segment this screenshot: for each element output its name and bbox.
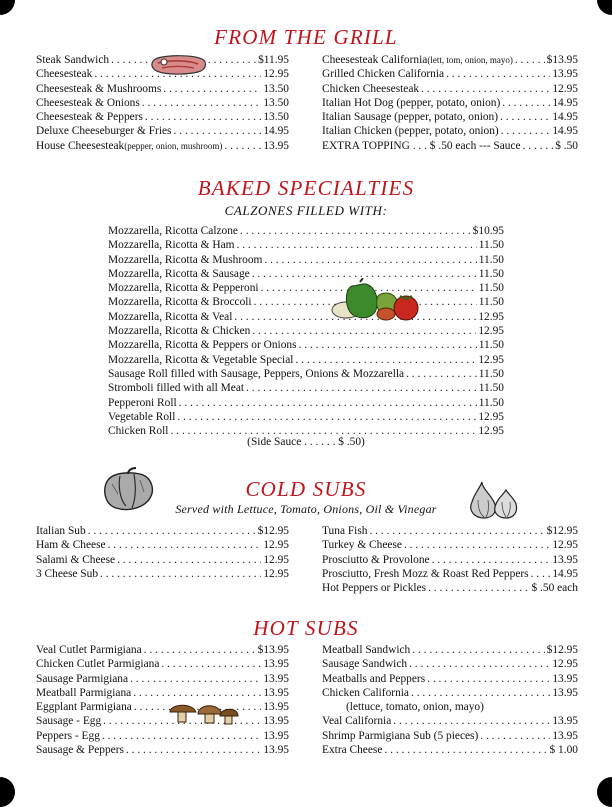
menu-item-name: Cheesesteak California <box>322 54 428 66</box>
menu-item-price: 14.95 <box>263 125 289 138</box>
menu-item <box>36 657 289 671</box>
leader-dots <box>264 253 476 267</box>
menu-item-price: 12.95 <box>263 553 289 566</box>
menu-item-name: Italian Hot Dog (pepper, potato, onion) <box>322 96 501 109</box>
menu-item <box>36 82 289 96</box>
menu-item-price: 12.95 <box>478 310 504 323</box>
menu-item <box>36 110 289 124</box>
menu-item-name: Mozzarella, Ricotta & Vegetable Special <box>108 353 294 366</box>
baked-title: BAKED SPECIALTIES <box>197 176 415 200</box>
menu-item-price: 11.50 <box>478 367 504 380</box>
leader-dots <box>411 686 550 700</box>
menu-item-price: 12.95 <box>263 68 289 81</box>
menu-item <box>36 538 289 552</box>
leader-dots <box>427 672 550 686</box>
menu-item-price: 13.95 <box>263 686 289 699</box>
hot-left-list <box>36 643 289 757</box>
corner-br <box>597 777 612 807</box>
menu-item-price: $10.95 <box>472 225 504 237</box>
menu-item-name: Peppers - Egg <box>36 729 100 742</box>
menu-item <box>36 743 289 757</box>
menu-item-name: EXTRA TOPPING . . . $ .50 each --- Sauce <box>322 139 521 152</box>
menu-item <box>322 110 578 124</box>
menu-item-price: 11.50 <box>478 396 504 409</box>
menu-item-name: Vegetable Roll <box>108 410 176 423</box>
menu-item <box>36 524 289 538</box>
menu-item-name: (lettuce, tomato, onion, mayo) <box>346 701 484 714</box>
leader-dots <box>240 224 471 238</box>
menu-item-price: 13.50 <box>263 82 289 95</box>
leader-dots <box>299 338 477 352</box>
menu-item <box>36 96 289 110</box>
menu-item-price: $12.95 <box>546 644 578 656</box>
mushrooms-icon <box>168 700 240 726</box>
menu-item-name: Chicken Roll <box>108 425 169 438</box>
menu-item-price: 13.95 <box>263 139 289 152</box>
leader-dots <box>102 729 261 743</box>
menu-item <box>322 567 578 581</box>
menu-item-name: Mozzarella, Ricotta & Mushroom <box>108 253 263 266</box>
leader-dots <box>384 743 547 757</box>
menu-item <box>36 672 289 686</box>
leader-dots <box>88 524 256 538</box>
menu-item-price: 13.95 <box>263 701 289 714</box>
hot-right-list <box>322 643 578 757</box>
menu-item <box>322 743 578 757</box>
menu-item-name: House Cheesesteak <box>36 139 125 152</box>
leader-dots <box>446 67 550 81</box>
leader-dots <box>515 53 545 67</box>
corner-tr <box>597 0 612 15</box>
corner-bl <box>0 777 15 807</box>
menu-item-name: Sausage & Peppers <box>36 744 124 757</box>
menu-item-name: 3 Cheese Sub <box>36 567 99 580</box>
menu-item-name: Meatball Parmigiana <box>36 686 132 699</box>
menu-item-name: Cheesesteak & Mushrooms <box>36 82 162 95</box>
menu-item-name: Sausage - Egg <box>36 715 102 728</box>
menu-item-name: Veal California <box>322 715 392 728</box>
leader-dots <box>133 686 261 700</box>
menu-item <box>36 139 289 153</box>
menu-item-price: 12.95 <box>552 658 578 671</box>
menu-item-price: 14.95 <box>552 125 578 138</box>
menu-item-name: Mozzarella, Ricotta & Chicken <box>108 325 251 338</box>
menu-item-name: Sausage Roll filled with Sausage, Peppers, Onions & Mozzarella <box>108 367 405 380</box>
leader-dots <box>421 82 550 96</box>
menu-item-name: Tuna Fish <box>322 525 368 537</box>
menu-item-name: Sausage Parmigiana <box>36 672 129 685</box>
leader-dots <box>404 538 550 552</box>
menu-item <box>108 238 504 252</box>
menu-item-name: Meatball Sandwich <box>322 644 411 656</box>
menu-item-price: $13.95 <box>546 54 578 66</box>
menu-item-name: Stromboli filled with all Meat <box>108 382 245 395</box>
menu-item-note: (lett, tom, onion, mayo) <box>427 55 513 65</box>
menu-item <box>108 324 504 338</box>
menu-item <box>108 367 504 381</box>
cold-subtitle: Served with Lettuce, Tomato, Onions, Oil & Vinegar <box>175 502 437 516</box>
menu-item-price: 13.95 <box>552 715 578 728</box>
menu-item-price: 13.95 <box>263 672 289 685</box>
menu-item-name: Cheesesteak & Peppers <box>36 111 143 124</box>
leader-dots <box>412 643 544 657</box>
menu-item <box>36 700 289 714</box>
menu-item-name: Cheesesteak <box>36 68 93 81</box>
menu-item-name: Mozzarella, Ricotta & Ham <box>108 239 235 252</box>
vegetables-icon <box>330 278 422 324</box>
menu-item-price: 13.50 <box>263 96 289 109</box>
menu-item <box>322 524 578 538</box>
leader-dots <box>246 381 477 395</box>
menu-item <box>108 381 504 395</box>
leader-dots <box>144 643 256 657</box>
menu-item-price: 11.50 <box>478 282 504 295</box>
menu-item-price: 12.95 <box>478 353 504 366</box>
onion-garlic-icon <box>462 480 520 520</box>
menu-item <box>322 700 578 714</box>
leader-dots <box>177 410 476 424</box>
menu-item <box>108 310 504 324</box>
leader-dots <box>501 124 551 138</box>
menu-item-price: 12.95 <box>552 539 578 552</box>
menu-item-price: 11.50 <box>478 382 504 395</box>
menu-item-price: $12.95 <box>257 525 289 537</box>
menu-item-price: 14.95 <box>552 567 578 580</box>
menu-item <box>36 714 289 728</box>
menu-item-name: Chicken Cheesesteak <box>322 82 420 95</box>
leader-dots <box>523 139 554 153</box>
menu-item <box>108 253 504 267</box>
grill-right-list <box>322 53 578 153</box>
steak-icon <box>150 54 208 76</box>
menu-item-name: Sausage Sandwich <box>322 658 408 671</box>
leader-dots <box>174 124 262 138</box>
leader-dots <box>409 657 550 671</box>
menu-item <box>36 729 289 743</box>
menu-item-name: Pepperoni Roll <box>108 396 177 409</box>
menu-item <box>36 686 289 700</box>
menu-item <box>322 672 578 686</box>
menu-item-name: Prosciutto, Fresh Mozz & Roast Red Peppers <box>322 567 529 580</box>
menu-item <box>322 553 578 567</box>
baked-subtitle: CALZONES FILLED WITH: <box>224 203 388 218</box>
menu-item-name: Cheesesteak & Onions <box>36 96 140 109</box>
leader-dots <box>108 538 262 552</box>
menu-item <box>108 281 504 295</box>
leader-dots <box>406 367 477 381</box>
menu-item-price: 13.95 <box>263 744 289 757</box>
menu-item-name: Hot Peppers or Pickles <box>322 582 427 595</box>
menu-item-price: 12.95 <box>478 425 504 438</box>
leader-dots <box>142 96 262 110</box>
menu-item <box>108 267 504 281</box>
menu-item <box>322 729 578 743</box>
menu-item <box>36 553 289 567</box>
leader-dots <box>295 353 476 367</box>
cold-title: COLD SUBS <box>245 477 367 501</box>
side-sauce-note: (Side Sauce . . . . . . $ .50) <box>247 436 365 448</box>
menu-item <box>322 643 578 657</box>
leader-dots <box>428 581 529 595</box>
leader-dots <box>502 96 550 110</box>
menu-item-price: 13.95 <box>552 672 578 685</box>
menu-item-name: Extra Cheese <box>322 744 383 757</box>
menu-item-price: 13.50 <box>263 111 289 124</box>
menu-item-price: $13.95 <box>257 644 289 656</box>
menu-item-price: 12.95 <box>263 539 289 552</box>
menu-item-price: 11.50 <box>478 267 504 280</box>
menu-item-price: 11.50 <box>478 239 504 252</box>
menu-item <box>322 96 578 110</box>
menu-item-name: Mozzarella, Ricotta & Sausage <box>108 267 250 280</box>
menu-item <box>108 396 504 410</box>
menu-item-name: Mozzarella, Ricotta Calzone <box>108 225 238 237</box>
menu-item-price: 12.95 <box>478 410 504 423</box>
menu-item-name: Deluxe Cheeseburger & Fries <box>36 125 172 138</box>
cold-left-list <box>36 524 289 581</box>
menu-item-price: 13.95 <box>552 729 578 742</box>
menu-item <box>322 53 578 67</box>
menu-item-price: 13.95 <box>263 715 289 728</box>
menu-item <box>322 657 578 671</box>
leader-dots <box>480 729 550 743</box>
menu-item <box>108 224 504 238</box>
leader-dots <box>531 567 551 581</box>
menu-item-price: 11.50 <box>478 339 504 352</box>
menu-item-name: Turkey & Cheese <box>322 539 402 552</box>
menu-item-price: 13.95 <box>552 686 578 699</box>
menu-item-note: (pepper, onion, mushroom) <box>124 140 223 151</box>
menu-item-name: Mozzarella, Ricotta & Peppers or Onions <box>108 339 297 352</box>
leader-dots <box>237 238 477 252</box>
menu-item <box>36 643 289 657</box>
menu-item-price: 11.50 <box>478 296 504 309</box>
menu-item-price: 12.95 <box>478 325 504 338</box>
menu-item <box>322 686 578 700</box>
leader-dots <box>163 82 261 96</box>
leader-dots <box>161 657 261 671</box>
menu-item-name: Italian Sausage (pepper, potato, onion) <box>322 111 499 124</box>
leader-dots <box>179 396 477 410</box>
menu-item-name: Italian Sub <box>36 525 86 537</box>
menu-item <box>322 581 578 595</box>
bell-pepper-icon <box>100 466 156 512</box>
menu-item-price: 13.95 <box>263 729 289 742</box>
leader-dots <box>145 110 261 124</box>
menu-item <box>108 410 504 424</box>
menu-item <box>322 82 578 96</box>
menu-item-name: Chicken Cutlet Parmigiana <box>36 658 160 671</box>
corner-tl <box>0 0 15 15</box>
menu-item <box>322 139 578 153</box>
menu-item <box>322 538 578 552</box>
menu-item-price: 13.95 <box>552 553 578 566</box>
menu-item-name: Meatballs and Peppers <box>322 672 426 685</box>
menu-item-price: $ 1.00 <box>549 744 578 757</box>
menu-item-price: 11.50 <box>478 253 504 266</box>
menu-item-price: 12.95 <box>552 82 578 95</box>
menu-item-price: 14.95 <box>552 111 578 124</box>
menu-item-price: $ .50 each <box>531 582 578 595</box>
menu-item-name: Ham & Cheese <box>36 539 106 552</box>
menu-item-price: 12.95 <box>263 567 289 580</box>
leader-dots <box>252 324 476 338</box>
menu-item <box>322 124 578 138</box>
menu-item <box>322 67 578 81</box>
menu-item-name: Mozzarella, Ricotta & Pepperoni <box>108 282 259 295</box>
grill-title: FROM THE GRILL <box>214 25 398 49</box>
hot-title: HOT SUBS <box>253 616 359 640</box>
baked-list <box>108 224 504 438</box>
menu-item-name: Shrimp Parmigiana Sub (5 pieces) <box>322 729 479 742</box>
menu-item <box>108 295 504 309</box>
menu-item-name: Salami & Cheese <box>36 553 116 566</box>
leader-dots <box>100 567 261 581</box>
menu-item <box>322 714 578 728</box>
menu-item <box>36 567 289 581</box>
menu-item-price: $11.95 <box>258 54 289 66</box>
leader-dots <box>369 524 544 538</box>
menu-item-name: Mozzarella, Ricotta & Veal <box>108 310 233 323</box>
leader-dots <box>117 553 261 567</box>
leader-dots <box>393 714 550 728</box>
menu-item-name: Steak Sandwich <box>36 54 110 66</box>
menu-item-name: Prosciutto & Provolone <box>322 553 430 566</box>
menu-item <box>36 124 289 138</box>
menu-item-price: $ .50 <box>555 139 578 152</box>
menu-item-price: 13.95 <box>552 68 578 81</box>
menu-item-name: Italian Chicken (pepper, potato, onion) <box>322 125 499 138</box>
menu-item-name: Grilled Chicken California <box>322 68 445 81</box>
menu-item-price: 14.95 <box>552 96 578 109</box>
menu-item-name: Eggplant Parmigiana <box>36 701 132 714</box>
menu-item-price: 13.95 <box>263 658 289 671</box>
menu-item <box>108 338 504 352</box>
leader-dots <box>126 743 261 757</box>
leader-dots <box>432 553 551 567</box>
leader-dots <box>130 672 261 686</box>
menu-item-name: Mozzarella, Ricotta & Broccoli <box>108 296 252 309</box>
menu-item-price: $12.95 <box>546 525 578 537</box>
menu-item <box>108 353 504 367</box>
menu-item-name: Chicken California <box>322 686 409 699</box>
leader-dots <box>224 139 261 153</box>
leader-dots <box>500 110 550 124</box>
menu-item-name: Veal Cutlet Parmigiana <box>36 644 142 656</box>
cold-right-list <box>322 524 578 595</box>
